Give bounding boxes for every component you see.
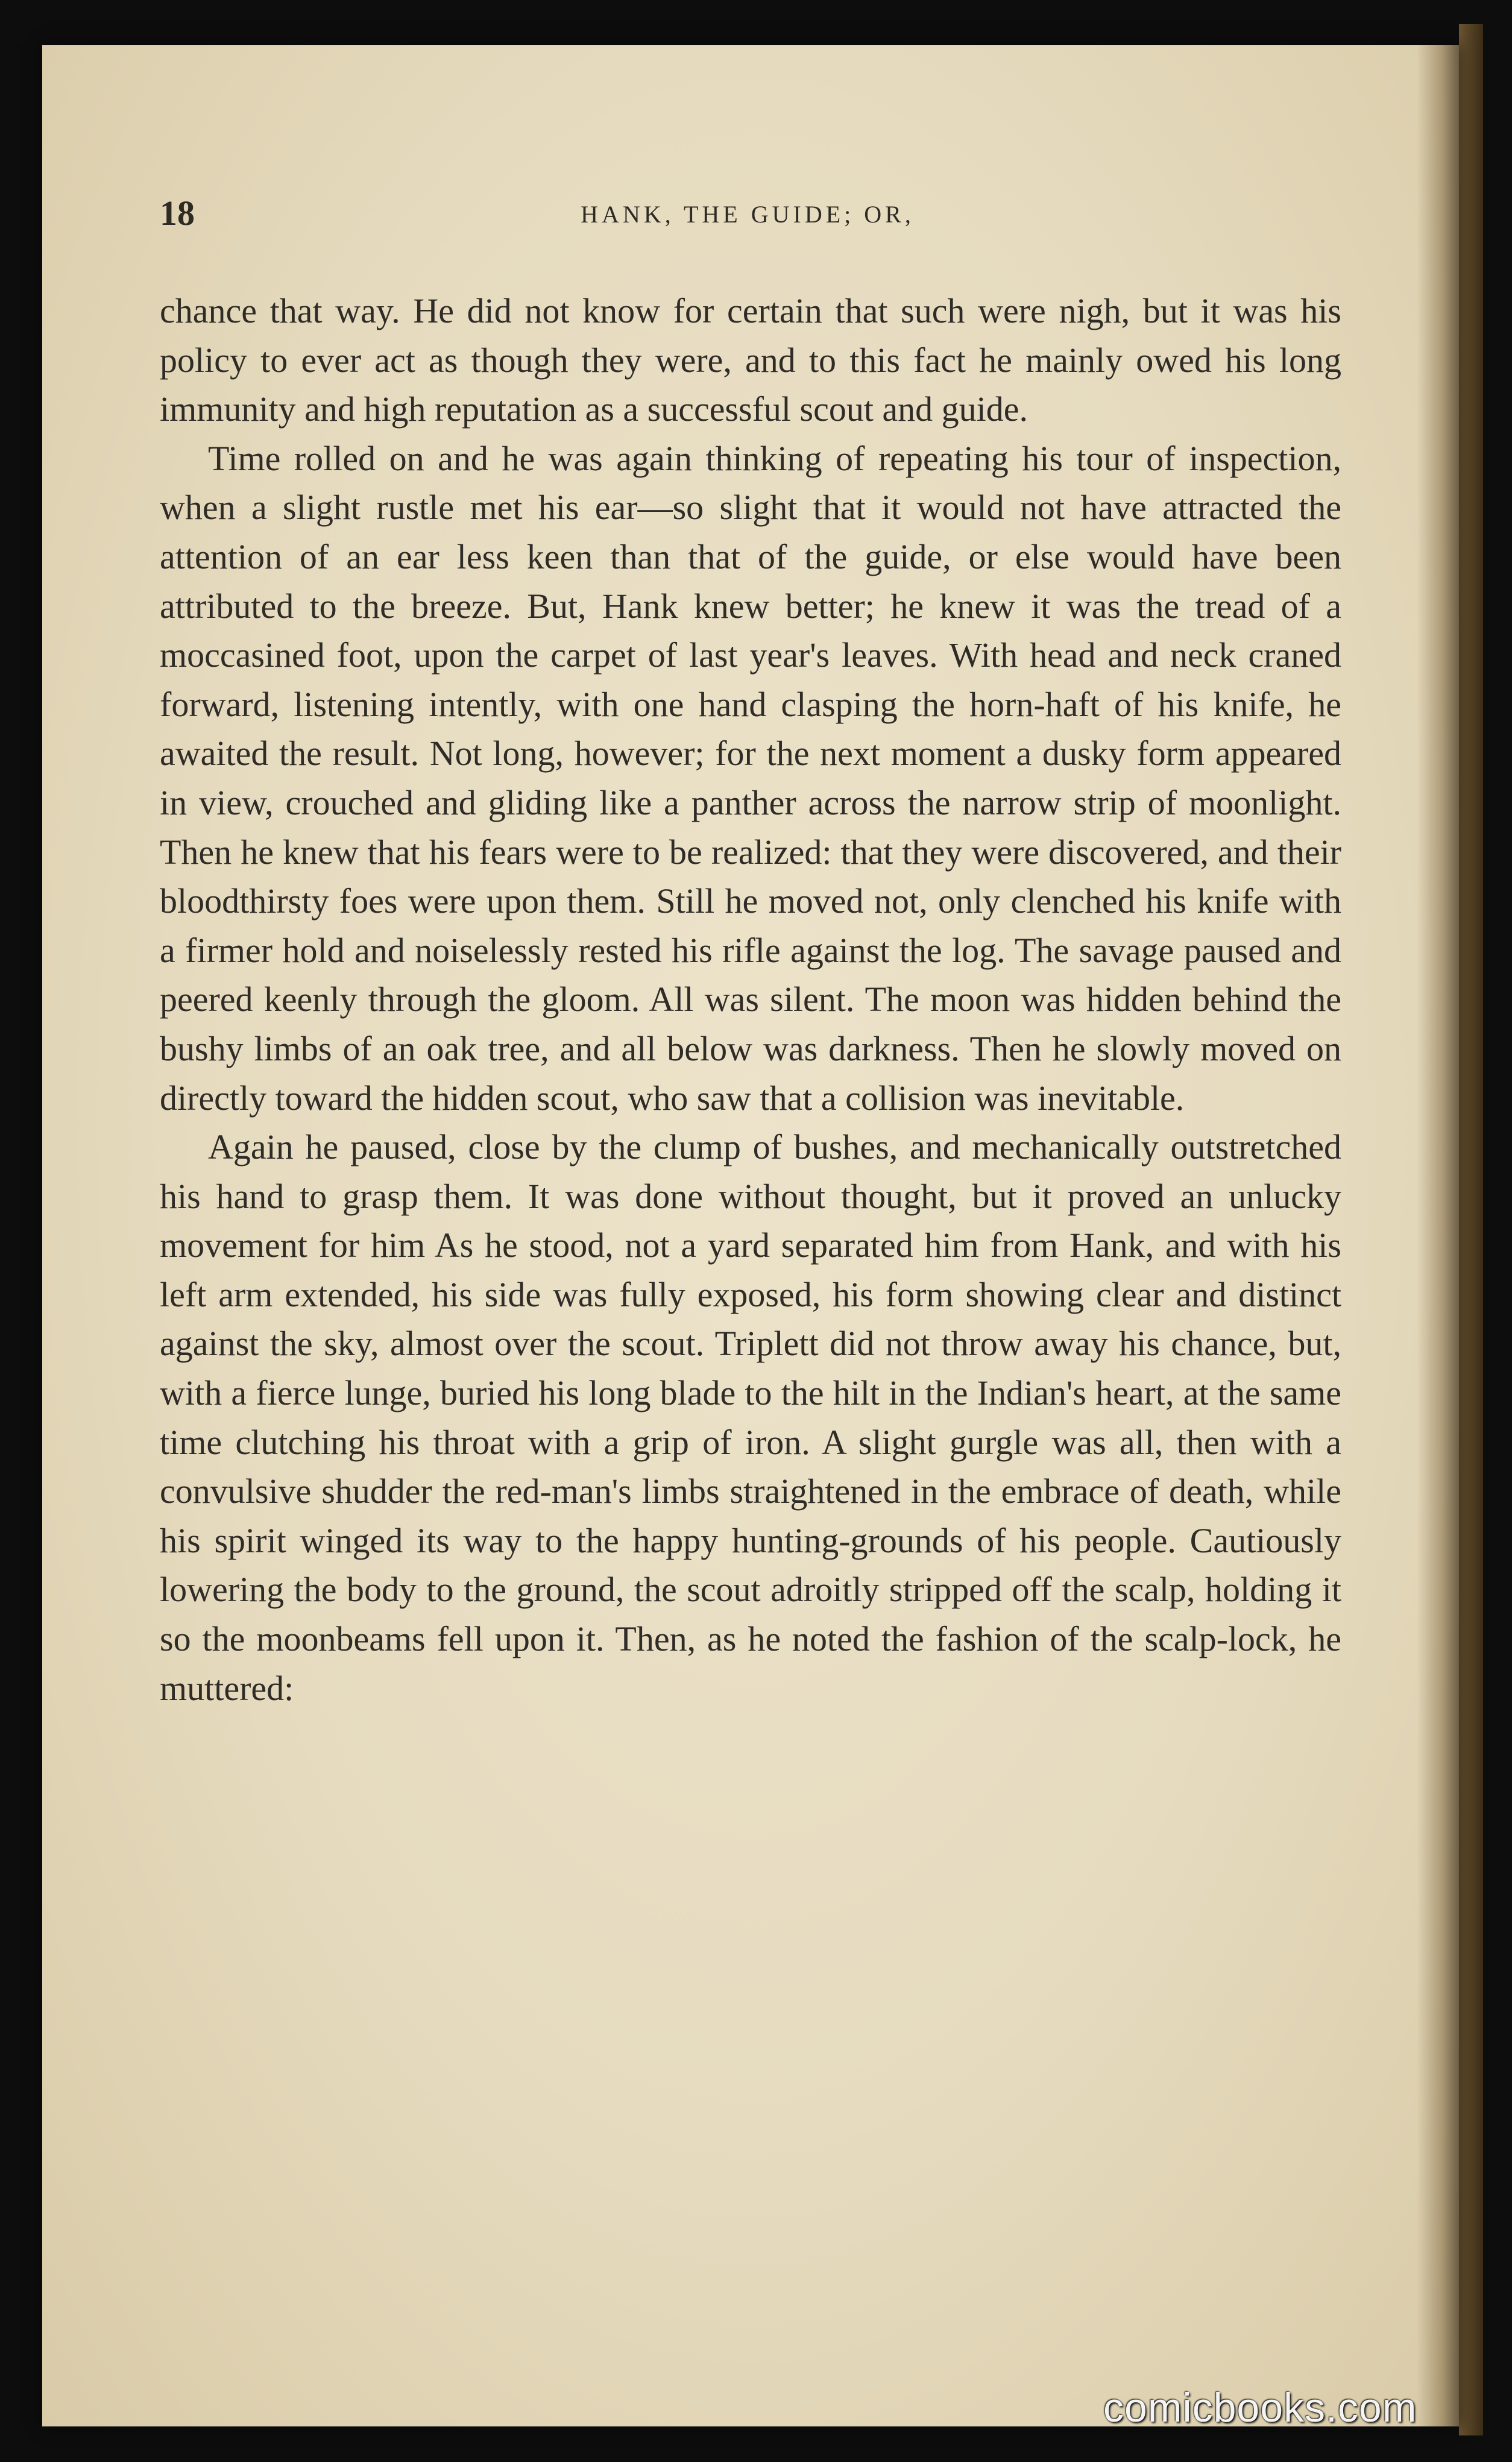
paragraph-2: Time rolled on and he was again thinking of repeating his tour of inspection, when a slight rustle met his ear—so slight that it would not have attracted the attention of an ear less keen than that of the guide, or else would have been attributed to the breeze. But, Hank knew better; he knew it was the tread of a moccasined foot, upon the carpet of last year's leaves. With head and neck craned forward, listening intently, with one hand clasping the horn-haft of his knife, he awaited the result. Not long, however; for the next moment a dusky form appeared in view, crouched and gliding like a panther across the narrow strip of moonlight. Then he knew that his fears were to be realized: that they were discovered, and their bloodthirsty foes were upon them. Still he moved not, only clenched his knife with a firmer hold and noiselessly rested his rifle against the log. The savage paused and peered keenly through the gloom. All was silent. The moon was hidden behind the bushy limbs of an oak tree, and all below was darkness. Then he slowly moved on directly toward the hidden scout, who saw that a collision was inevitable. [160,438,1341,1118]
page-gutter-shadow [1417,45,1459,2426]
paragraph-3: Again he paused, close by the clump of bushes, and mechanically outstretched his hand to grasp them. It was done without thought, but it proved an unlucky movement for him As he stood, not a yard separated him from Hank, and with his left arm extended, his side was fully exposed, his form showing clear and distinct against the sky, almost over the scout. Triplett did not throw away his chance, but, with a fierce lunge, buried his long blade to the hilt in the Indian's heart, at the same time clutching his throat with a grip of iron. A slight gurgle was all, then with a convulsive shudder the red-man's limbs straightened in the embrace of death, while his spirit winged its way to the happy hunting-grounds of his people. Cautiously lowering the body to the ground, the scout adroitly stripped off the scalp, holding it so the moonbeams fell upon it. Then, as he noted the fashion of the scalp-lock, he muttered: [160,1127,1341,1708]
paragraph-1: chance that way. He did not know for certain that such were nigh, but it was his policy to ever act as though they were, and to this fact he mainly owed his long immunity and high reputation as a successful scout and guide. [160,291,1341,429]
watermark: comicbooks.com [1103,2385,1417,2431]
page-number: 18 [160,194,195,233]
book-edge [1459,24,1483,2435]
body-text [160,286,1341,1713]
page-header [160,193,1335,247]
running-head: HANK, THE GUIDE; OR, [581,201,915,228]
